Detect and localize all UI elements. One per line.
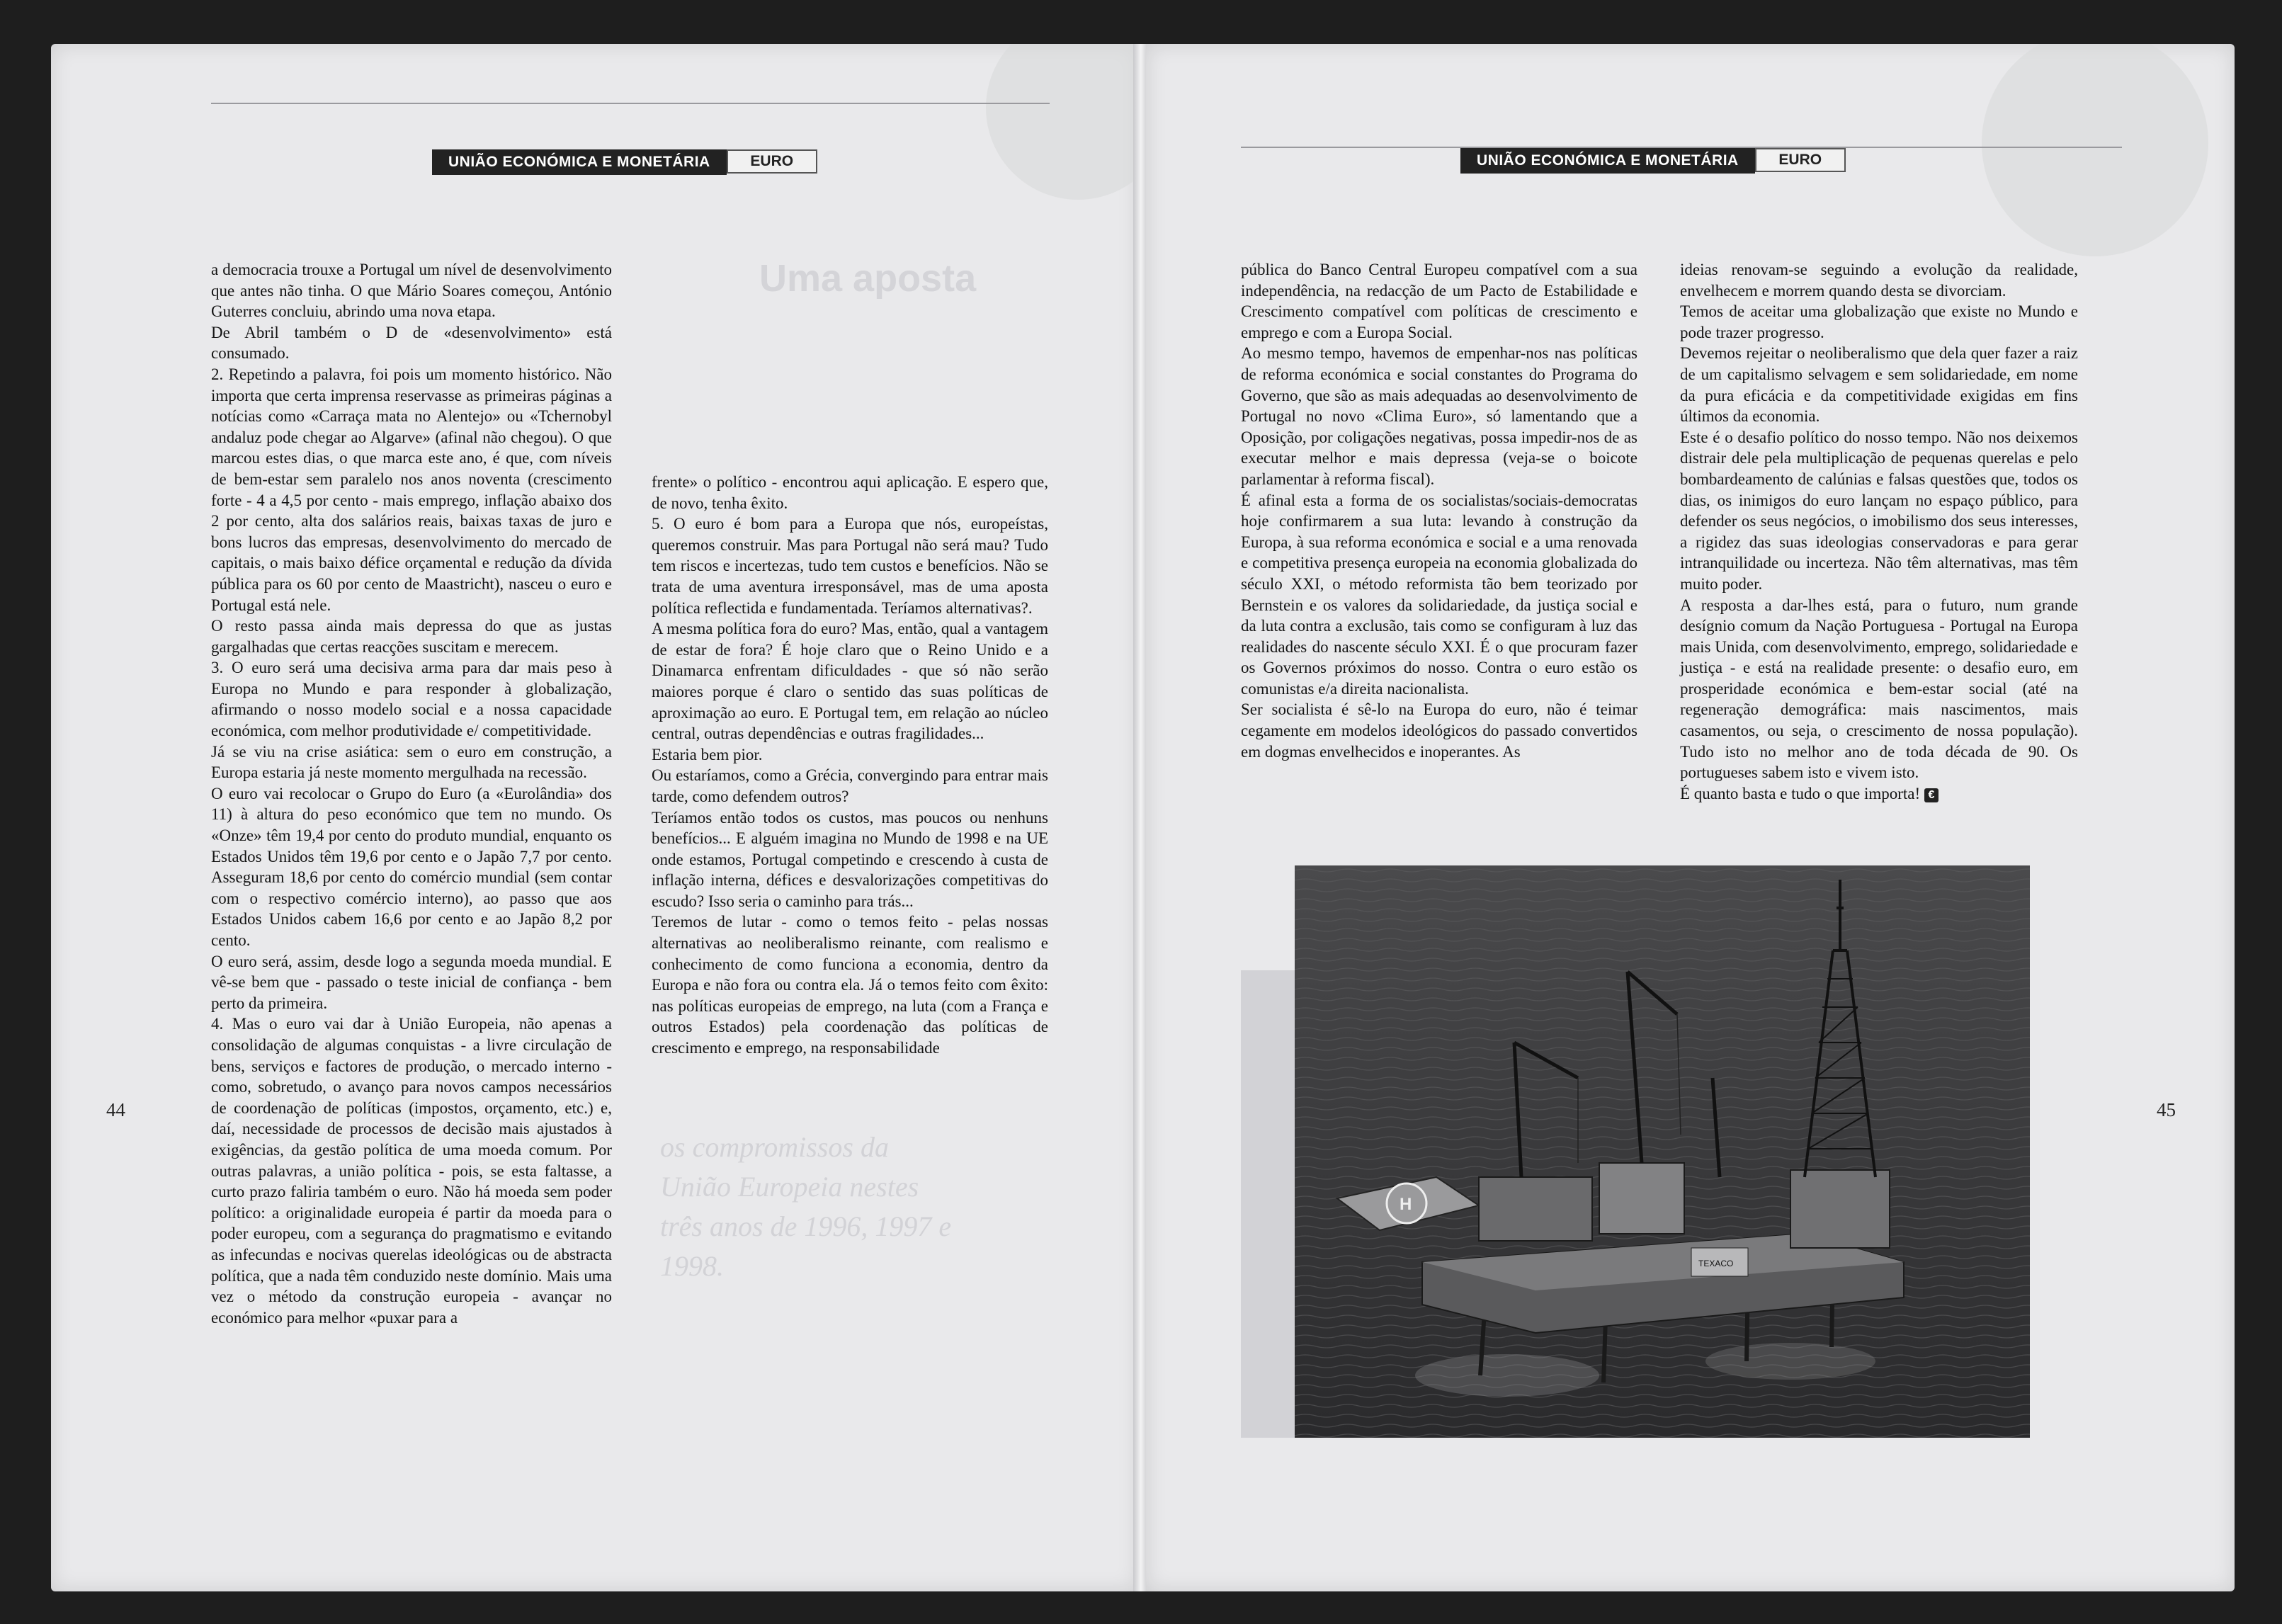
paragraph: ideias renovam-se seguindo a evolução da realidade, envelhecem e morrem quando desta se divorciam. [1680, 261, 2078, 300]
paragraph: 2. Repetindo a palavra, foi pois um momento histórico. Não importa que certa imprensa reservasse as primeiras páginas a notícias como «Carraça mata no Alentejo» ou «Tchernobyl andaluz pode chegar ao Algarve» (afinal não chegou). O que marcou estes dias, o que marca este ano, é que, com níveis de bem-estar sem paralelo nos anos noventa (crescimento forte - 4 a 4,5 por cento - mais emprego, inflação abaixo dos 2 por cento, alta dos salários reais, baixas taxas de juro e bons lucros das empresas, desenvolvimento do mercado de capitais, o mais baixo défice orçamental e redução da dívida pública para os 60 por cento de Maastricht), nasceu o euro e Portugal está nele. [211, 365, 612, 614]
section-header-right [1460, 148, 1846, 174]
paragraph: a democracia trouxe a Portugal um nível de desenvolvimento que antes não tinha. O que Mário Soares começou, António Guterres concluiu, abrindo uma nova etapa. [211, 261, 612, 321]
oil-platform-photo [1295, 865, 2030, 1438]
section-label: UNIÃO ECONÓMICA E MONETÁRIA [432, 149, 727, 175]
right-column-1 [1241, 259, 1637, 762]
paragraph: pública do Banco Central Europeu compatível com a sua independência, na redacção de um Pacto de Estabilidade e Crescimento compatível com políticas de crescimento e emprego e com a Europa Social. [1241, 261, 1637, 341]
section-tag: EURO [727, 149, 817, 174]
section-header-left [432, 149, 817, 175]
paragraph: Ser socialista é sê-lo na Europa do euro, não é teimar cegamente em modelos ideológicos do passado convertidos em dogmas envelhecidos e inoperantes. As [1241, 700, 1637, 761]
oil-platform-illustration [1295, 865, 2030, 1438]
ghost-bleed-block [1241, 970, 1296, 1438]
page-number-right: 45 [2157, 1099, 2176, 1120]
paragraph: Ou estaríamos, como a Grécia, convergindo para entrar mais tarde, como defendem outros? [652, 766, 1048, 805]
paragraph: Teremos de lutar - como o temos feito - pelas nossas alternativas ao neoliberalismo reinante, com realismo e conhecimento de como funciona a economia, dentro da Europa e não fora ou contra ela. Já o temos feito com êxito: nas políticas europeias de emprego, na luta (com a França e outros Estados) pela coordenação das políticas de crescimento e emprego, na responsabilidade [652, 913, 1048, 1057]
page-number-left: 44 [106, 1099, 125, 1120]
closing-sentence: É quanto basta e tudo o que importa! [1680, 784, 1921, 802]
paragraph: 4. Mas o euro vai dar à União Europeia, não apenas a consolidação de algumas conquistas - a livre circulação de bens, serviços e factores de produção, o mercado interno - como, sobretudo, o avanço para novos campos necessários de coordenação de políticas (impostos, orçamento, etc.) e, daí, necessidade de processos de decisão mais ajustados à exigências, da gestão política de uma moeda comum. Por outras palavras, a união política - pois, se esta faltasse, a curto prazo faliria também o euro. Não há moeda sem poder político: a originalidade europeia é partir da moeda para o poder europeu, com a segurança do pragmatismo e evitando as infecundas e nocivas querelas ideológicas ou de abstracta política, que a nada têm conduzido neste domínio. Mais uma vez o método da construção europeia - avançar no económico para melhor «puxar para a [211, 1015, 612, 1327]
left-column-2 [652, 472, 1048, 1059]
platform-label: TEXACO [1698, 1259, 1734, 1268]
paragraph: A resposta a dar-lhes está, para o futuro, num grande desígnio comum da Nação Portuguesa - Portugal na Europa mais Unida, com desenvolvimento, emprego, solidariedade e justiça - e está na realidade presente: o desafio euro, em prosperidade económica e bem-estar social (até na regeneração demográfica: mais nascimentos, mais casamentos, ou seja, o crescimento de nossa população). Tudo isto no melhor ano de toda década de 90. Os portugueses sabem isto e vivem isto. [1680, 596, 2078, 782]
paragraph: frente» o político - encontrou aqui aplicação. E espero que, de novo, tenha êxito. [652, 473, 1048, 512]
paragraph: A mesma política fora do euro? Mas, então, qual a vantagem de estar de fora? É hoje claro que o Reino Unido e a Dinamarca enfrentam dificuldades - que só não serão maiores porque é claro o sentido das suas políticas de aproximação ao euro. E Portugal tem, em relação ao núcleo central, outras dependências e outras fragilidades... [652, 620, 1048, 743]
euro-end-mark-icon: € [1924, 788, 1938, 802]
ghost-bleed-text: os compromissos da União Europeia nestes três anos de 1996, 1997 e 1998. [660, 1131, 952, 1282]
section-label: UNIÃO ECONÓMICA E MONETÁRIA [1460, 148, 1755, 174]
paragraph: Este é o desafio político do nosso tempo. Não nos deixemos distrair dele pela multiplicação de pequenas querelas e pelo bombardeamento de calúnias e falsas questões que, todos os dias, os inimigos do euro lançam no espaço público, para defender os seus negócios, o imobilismo dos seus interesses, a rigidez das suas ideologias conservadoras e para gerar intranquilidade ou incerteza. Não têm alternativas, mas têm muito poder. [1680, 428, 2078, 593]
header-rule-left [211, 103, 1050, 104]
paragraph: Devemos rejeitar o neoliberalismo que dela quer fazer a raiz de um capitalismo selvagem e sem solidariedade, em nome da pura eficácia e da competitividade exigidas em fins últimos da economia. [1680, 344, 2078, 426]
ghost-circle-decoration [1982, 44, 2208, 256]
right-column-2 [1680, 259, 2078, 804]
paragraph: O euro vai recolocar o Grupo do Euro (a «Eurolândia» dos 11) à altura do peso económico que tem no mundo. Os «Onze» têm 19,4 por cento do produto mundial, enquanto os Estados Unidos têm 19,6 por cento e o Japão 7,7 por cento. Asseguram 18,6 por cento do comércio mundial (sem contar com o respectivo comércio interno), ao passo que aos Estados Unidos cabem 16,6 por cento e ao Japão 8,2 por cento. [211, 784, 612, 949]
paragraph: Temos de aceitar uma globalização que existe no Mundo e pode trazer progresso. [1680, 302, 2078, 341]
svg-text:H: H [1400, 1195, 1412, 1214]
paragraph: O euro será, assim, desde logo a segunda moeda mundial. E vê-se bem que - passado o teste inicial de confiança - bem perto da primeira. [211, 952, 612, 1012]
paragraph: Ao mesmo tempo, havemos de empenhar-nos nas políticas de reforma económica e social constantes do Programa do Governo, que são as mais adequadas ao desenvolvimento de Portugal no novo «Clima Euro», só lamentando que a Oposição, por coligações negativas, possa impedir-nos de as executar melhor e mais depressa (veja-se o boicote parlamentar à reforma fiscal). [1241, 344, 1637, 488]
left-column-1 [211, 259, 612, 1328]
ghost-bleed-title: Uma aposta [759, 257, 977, 300]
paragraph: É afinal esta a forma de os socialistas/sociais-democratas hoje confirmarem a sua luta: levando à construção da Europa, à sua reforma económica e social e a uma renovada e competitiva presença europeia na economia globalizada do século XXI, o método reformista tão bem teorizado por Bernstein e os valores da solidariedade, da justiça social e da luta contra a exclusão, tais como se configuram à luz das realidades do nascente século XXI. É o que procuram fazer os Governos próximos do nosso. Contra o euro estão os comunistas e/a direita nacionalista. [1241, 491, 1637, 698]
paragraph: Teríamos então todos os custos, mas poucos ou nenhuns benefícios... E alguém imagina no Mundo de 1998 e na UE onde estamos, Portugal competindo e crescendo à custa de inflação interna, défices e desvalorizações competitivas do escudo? Isso seria o caminho para trás... [652, 808, 1048, 910]
paragraph: De Abril também o D de «desenvolvimento» está consumado. [211, 323, 612, 363]
paragraph: O resto passa ainda mais depressa do que as justas gargalhadas que certas reacções suscitam e merecem. [211, 617, 612, 656]
ghost-circle-decoration [986, 44, 1138, 200]
paragraph: Já se viu na crise asiática: sem o euro em construção, a Europa estaria já neste momento mergulhada na recessão. [211, 742, 612, 782]
section-tag: EURO [1755, 148, 1846, 172]
paragraph [1680, 783, 2078, 805]
paragraph: 3. O euro será uma decisiva arma para dar mais peso à Europa no Mundo e para responder à globalização, afirmando o nosso modelo social e a nossa capacidade económica, com melhor produtividade e/ competitividade. [211, 659, 612, 740]
paragraph: 5. O euro é bom para a Europa que nós, europeístas, queremos construir. Mas para Portugal não será mau? Tudo tem riscos e incertezas, tudo tem custos e benefícios. Não se trata de uma aventura irresponsável, mas de uma aposta política reflectida e fundamentada. Teríamos alternativas?. [652, 515, 1048, 617]
paragraph: Estaria bem pior. [652, 745, 763, 763]
